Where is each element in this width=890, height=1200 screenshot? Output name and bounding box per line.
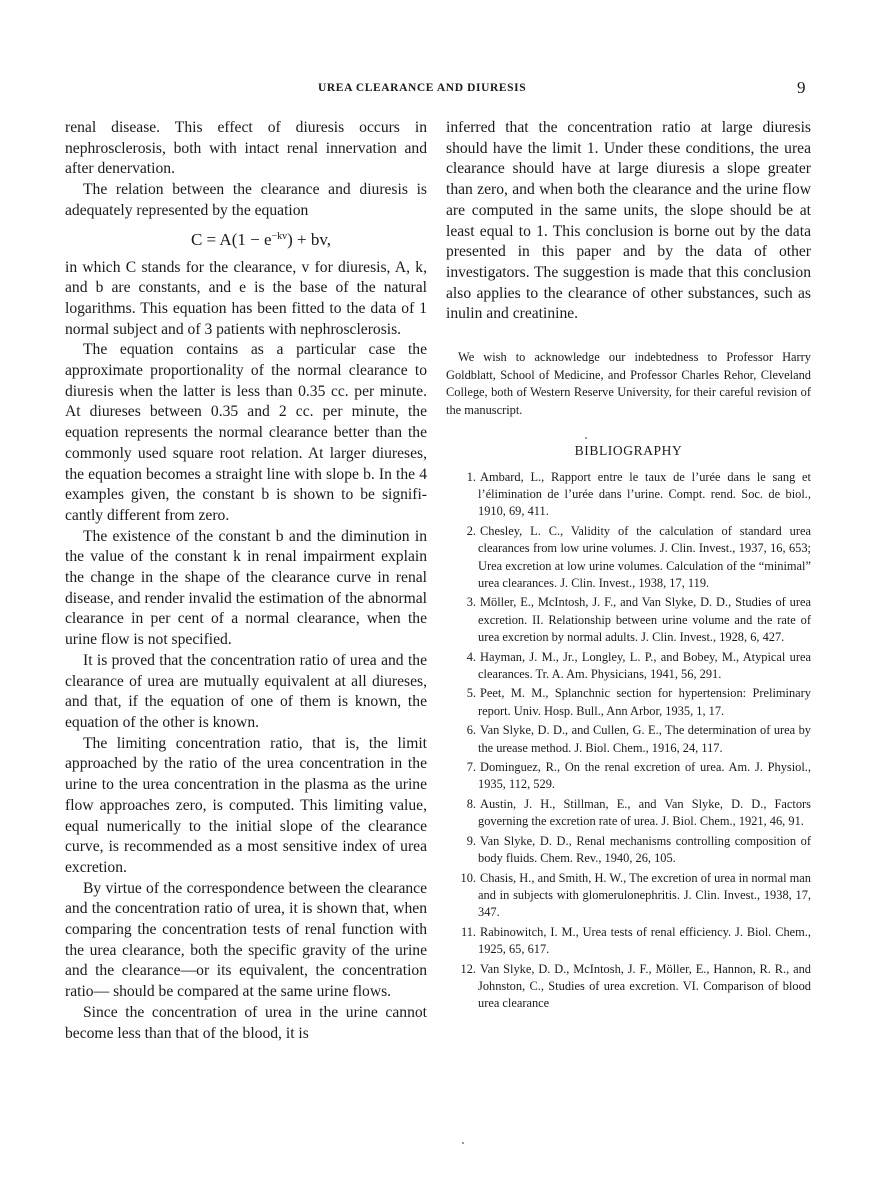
reference-item <box>446 649 811 683</box>
reference-number: 12. <box>460 962 476 977</box>
running-head: UREA CLEARANCE AND DIURESIS <box>318 82 527 94</box>
acknowledgment: We wish to acknowledge our indebtedness to Professor Harry Goldblatt, School of Medicine, and Professor Charles Rehor, Cleveland College, both of Western Reserve University, for their careful revision of the manuscript. <box>446 350 811 417</box>
paragraph-equation-intro: The relation between the clearance and diuresis is adequately represented by the equation <box>65 181 427 219</box>
reference-number: 8. <box>466 797 476 812</box>
reference-item <box>446 722 811 756</box>
bibliography-heading: BIBLIOGRAPHY <box>574 443 683 459</box>
reference-text: Austin, J. H., Stillman, E., and Van Slyke, D. D., Factors governing the excretion rate of urea. J. Biol. Chem., 1921, 46, 91. <box>478 797 811 829</box>
paragraph-proportionality: The equation contains as a particular case the approximate proportionality of the normal clearance to diuresis when the latter is less than 0.35 cc. per minute. At diureses between 0.35 and 2 cc. per minute, the equation represents the normal clearance better than the commonly used square root relation. At larger diureses, the equation becomes a straight line with slope b. In the 4 examples given, the constant b is shown to be significantly different from zero. <box>65 341 427 524</box>
reference-number: 2. <box>466 524 476 539</box>
reference-item <box>446 685 811 719</box>
right-column <box>446 118 811 1015</box>
paragraph-continued: renal disease. This effect of diuresis occurs in nephrosclerosis, both with intact renal innervation and after denervation. <box>65 119 427 178</box>
reference-item <box>446 796 811 830</box>
reference-item <box>446 759 811 793</box>
reference-number: 3. <box>466 595 476 610</box>
reference-number: 9. <box>466 834 476 849</box>
page-number: 9 <box>797 78 806 97</box>
reference-number: 4. <box>466 649 476 664</box>
reference-text: Peet, M. M., Splanchnic section for hypertension: Preliminary report. Univ. Hosp. Bull., Ann Arbor, 1935, 1, 17. <box>478 686 811 718</box>
paragraph-blood-urea: Since the concentration of urea in the urine cannot become less than that of the blood, it is <box>65 1003 427 1042</box>
reference-text: Van Slyke, D. D., and Cullen, G. E., The determination of urea by the urease method. J. Biol. Chem., 1916, 24, 117. <box>478 723 811 755</box>
left-column <box>65 118 427 1044</box>
paragraph-equation-definition: in which C stands for the clearance, v for diuresis, A, k, and b are constants, and e is the base of the natural logarithms. This equation has been fitted to the data of 1 normal subject and of 3 patients with nephrosclerosis. <box>65 258 427 338</box>
reference-number: 6. <box>466 723 476 738</box>
reference-item <box>446 594 811 646</box>
reference-item <box>446 924 811 958</box>
print-speck <box>462 1142 464 1144</box>
reference-item <box>446 469 811 521</box>
equation-rhs: ) + bv, <box>287 229 332 249</box>
reference-list <box>446 469 811 1013</box>
paragraph-inferred: inferred that the concentration ratio at large diuresis should have the limit 1. Under these conditions, the urea clearance should have at large diuresis a slope greater than zero, and when both the clearance and the urine flow are computed in the same units, the slope should be at least equal to 1. This conclusion is borne out by the data presented in this paper and by the data of other investigators. The suggestion is made that this conclusion also applies to the clearance of other substances, such as inulin and creatinine. <box>446 119 811 323</box>
reference-text: Chasis, H., and Smith, H. W., The excretion of urea in normal man and in subjects with glomerulonephritis. J. Clin. Invest., 1938, 17, 347. <box>478 871 811 920</box>
reference-text: Möller, E., McIntosh, J. F., and Van Slyke, D. D., Studies of urea excretion. II. Relationship between urine volume and the rate of urea excretion by normal adults. J. Clin. Invest., 1928, 6, 427. <box>478 595 811 644</box>
reference-text: Ambard, L., Rapport entre le taux de l’urée dans le sang et l’élimination de l’urée dans l’urine. Compt. rend. Soc. de biol., 1910, 69, 411. <box>478 470 811 519</box>
paragraph-constant-b: The existence of the constant b and the diminution in the value of the constant k in renal impairment explain the change in the shape of the clearance curve in renal disease, and render invalid the estimation of the abnormal clearance in per cent of a normal clearance, when the urine flow is not specified. <box>65 527 427 649</box>
equation-exponent: −kv <box>271 230 288 242</box>
print-speck <box>585 437 587 439</box>
reference-text: Van Slyke, D. D., McIntosh, J. F., Möller, E., Hannon, R. R., and Johnston, C., Studies of urea excretion. VI. Comparison of blood urea clearance <box>478 962 811 1011</box>
paragraph-limiting-ratio: The limiting concentration ratio, that is, the limit approached by the ratio of the urea concentration in the urine to the urea concentration in the plasma as the urine flow approaches zero, is computed. This limiting value, equal numerically to the initial slope of the clearance curve, is recommended as a most sensitive index of urea excretion. <box>65 734 427 876</box>
reference-item <box>446 870 811 922</box>
reference-number: 11. <box>460 925 476 940</box>
reference-number: 1. <box>466 470 476 485</box>
reference-item <box>446 523 811 592</box>
clearance-equation <box>95 222 427 258</box>
reference-text: Rabinowitch, I. M., Urea tests of renal efficiency. J. Biol. Chem., 1925, 65, 617. <box>478 925 811 957</box>
reference-item <box>446 961 811 1013</box>
reference-number: 5. <box>466 686 476 701</box>
paragraph-correspondence: By virtue of the correspondence between the clearance and the concentration ratio of urea, it is shown that, when comparing the concentration tests of renal function with the urea clearance, both the specific gravity of the urine and the clearance—or its equivalent, the concentration ratio— should be compared at the same urine flows. <box>65 879 427 1001</box>
reference-text: Van Slyke, D. D., Renal mechanisms controlling composition of body fluids. Chem. Rev., 1940, 26, 105. <box>478 834 811 866</box>
paragraph-concentration-ratio: It is proved that the concentration ratio of urea and the clearance of urea are mutually equivalent at all diureses, and that, if the equation of one of them is known, the equation of the other is known. <box>65 651 427 731</box>
equation-lhs: C = A(1 − e <box>190 229 272 249</box>
reference-number: 7. <box>466 760 476 775</box>
reference-text: Hayman, J. M., Jr., Longley, L. P., and Bobey, M., Atypical urea clearances. Tr. A. Am. Physicians, 1941, 56, 291. <box>478 649 811 681</box>
reference-text: Chesley, L. C., Validity of the calculation of standard urea clearances from low urine volumes. J. Clin. Invest., 1937, 16, 653; Urea excretion at low urine volumes. Calculation of the “minimal” urea clearances. J. Clin. Invest., 1938, 17, 119. <box>478 524 811 590</box>
reference-item <box>446 833 811 867</box>
reference-text: Dominguez, R., On the renal excretion of urea. Am. J. Physiol., 1935, 112, 529. <box>478 760 811 792</box>
reference-number: 10. <box>460 871 476 885</box>
